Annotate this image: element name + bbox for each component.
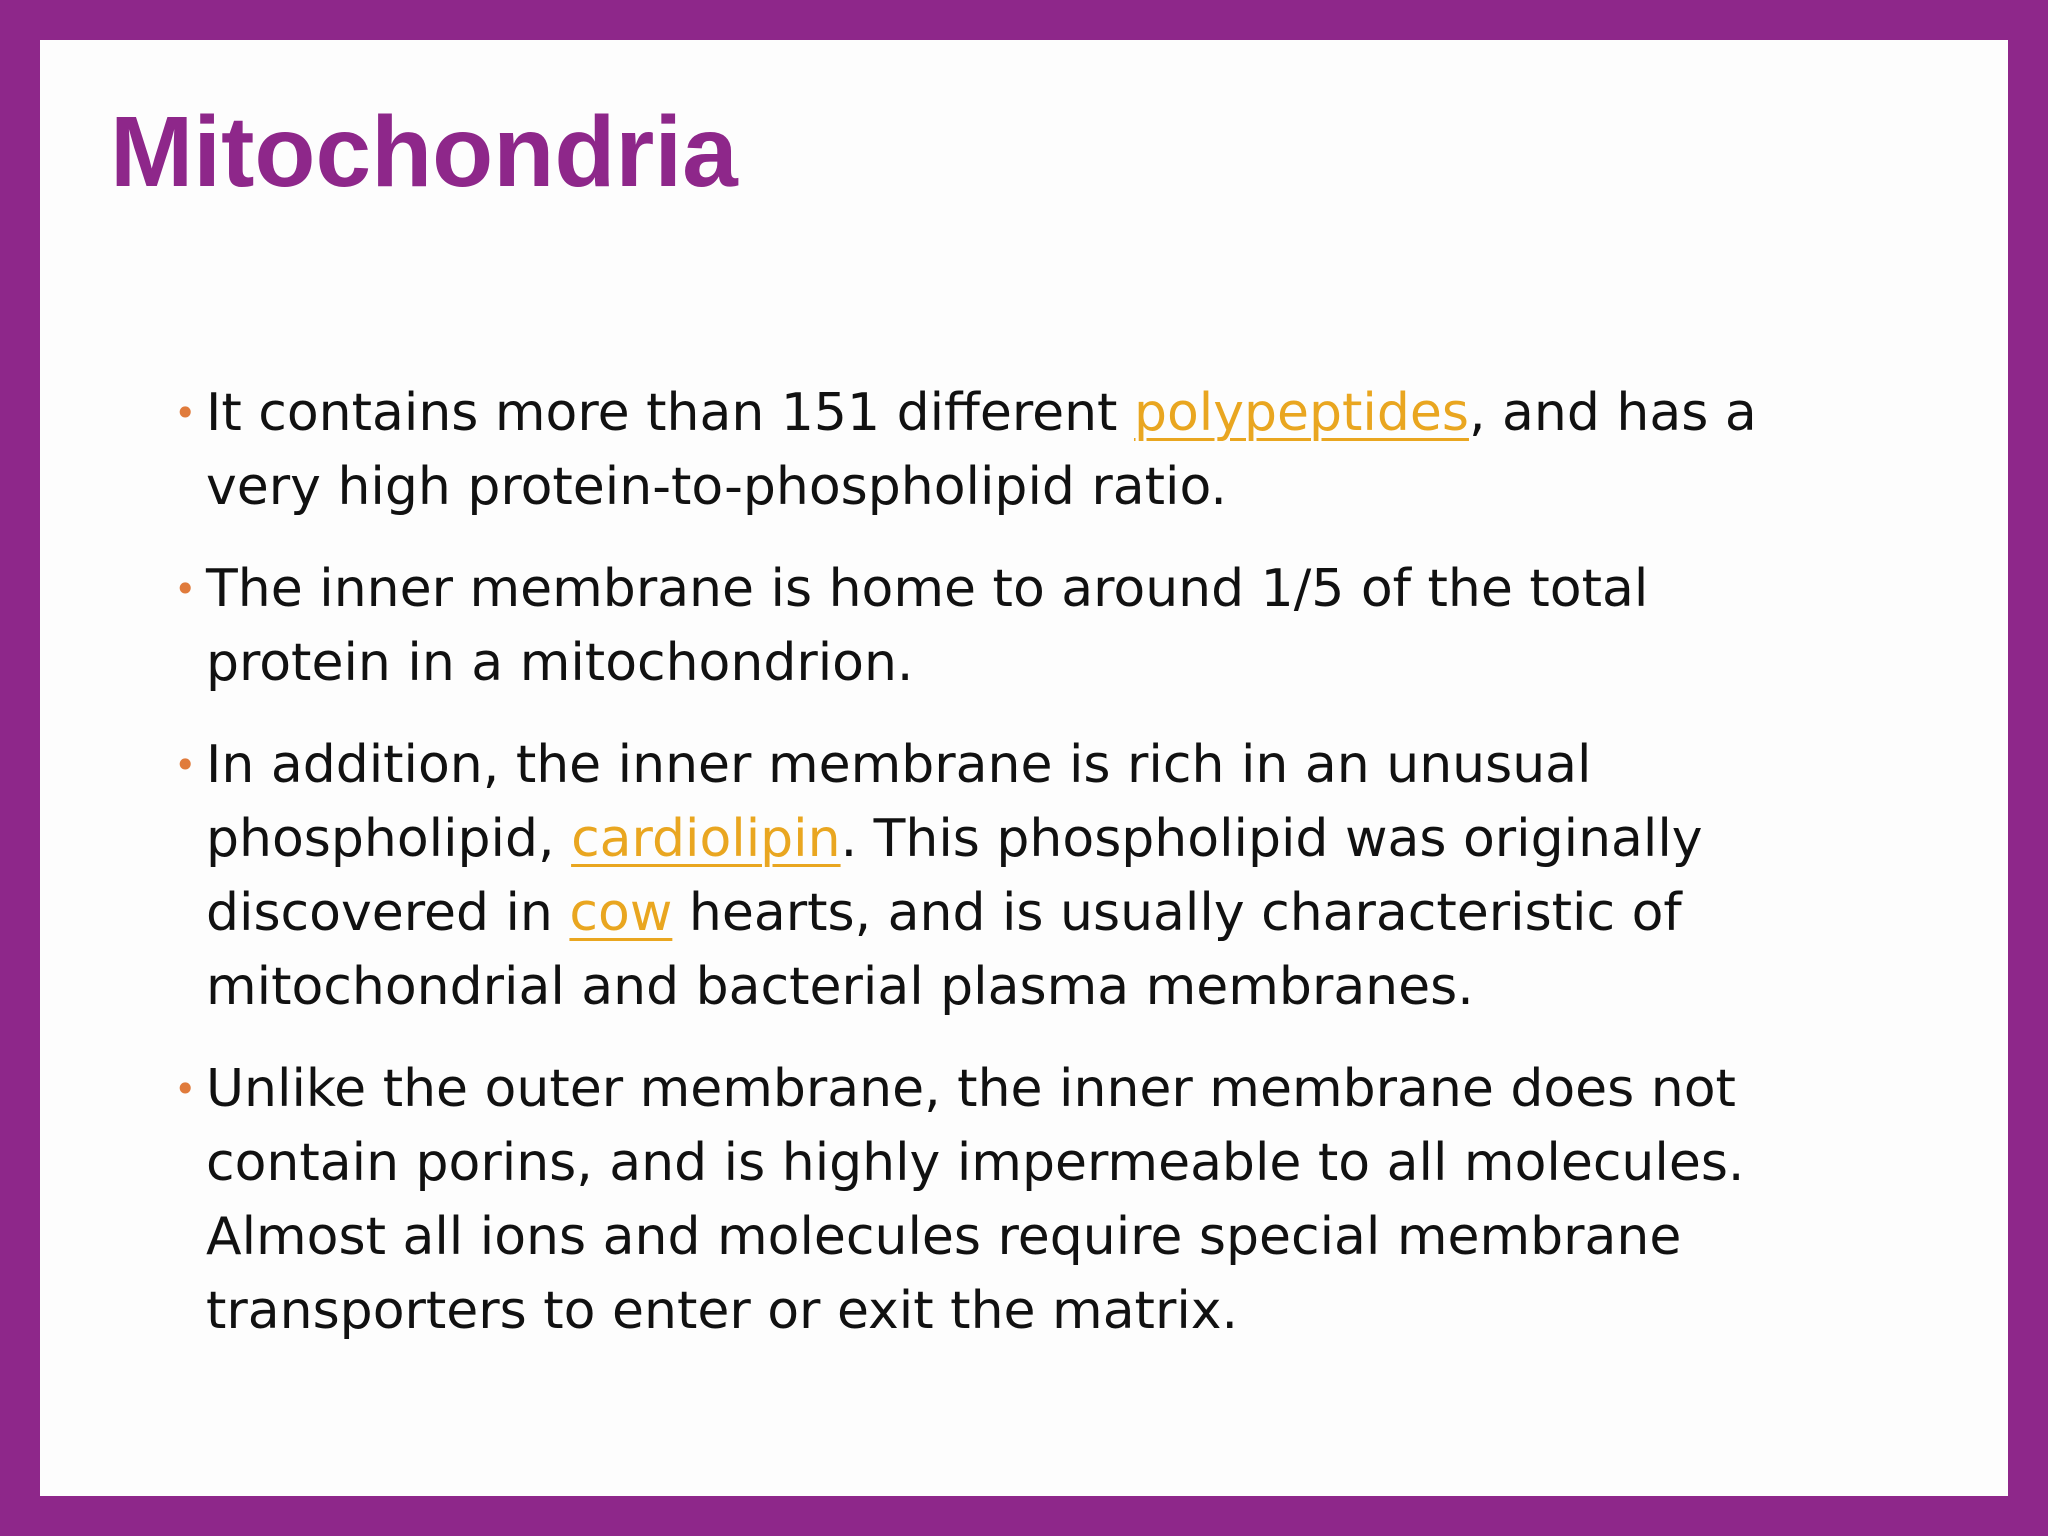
slide [40,40,2008,1496]
bullet-dot-icon: • [174,743,197,787]
bullet-dot-icon: • [174,391,197,435]
slide-title: Mitochondria [110,96,738,208]
bullet-text: The inner membrane is home to around 1/5 of the total protein in a mitochondrion. [206,559,1649,693]
polypeptides-link[interactable]: polypeptides [1133,383,1469,443]
bullet-dot-icon: • [174,1067,197,1111]
bullet-item [174,376,1814,524]
bullet-item [174,728,1814,1024]
bullet-text: hearts, and is usually characteristic of mitochondrial and bacterial plasma membranes. [206,883,1682,1017]
bullet-item [174,1052,1814,1348]
bullet-text: Unlike the outer membrane, the inner membrane does not contain porins, and is highly impermeable to all molecules. Almost all ions and molecules require special membrane transporters to enter or exit the matrix. [206,1059,1745,1341]
bullet-text: It contains more than 151 different [206,383,1134,443]
bullet-text: , and has a very high protein-to-phospholipid ratio. [206,383,1757,517]
bullet-item [174,552,1814,700]
bullet-text: . This phospholipid was originally discovered in [206,809,1703,943]
bullet-list [174,376,1814,1376]
bullet-dot-icon: • [174,567,197,611]
bullet-text: In addition, the inner membrane is rich in an unusual phospholipid, [206,735,1592,869]
cardiolipin-link[interactable]: cardiolipin [571,809,841,869]
cow-link[interactable]: cow [569,883,673,943]
